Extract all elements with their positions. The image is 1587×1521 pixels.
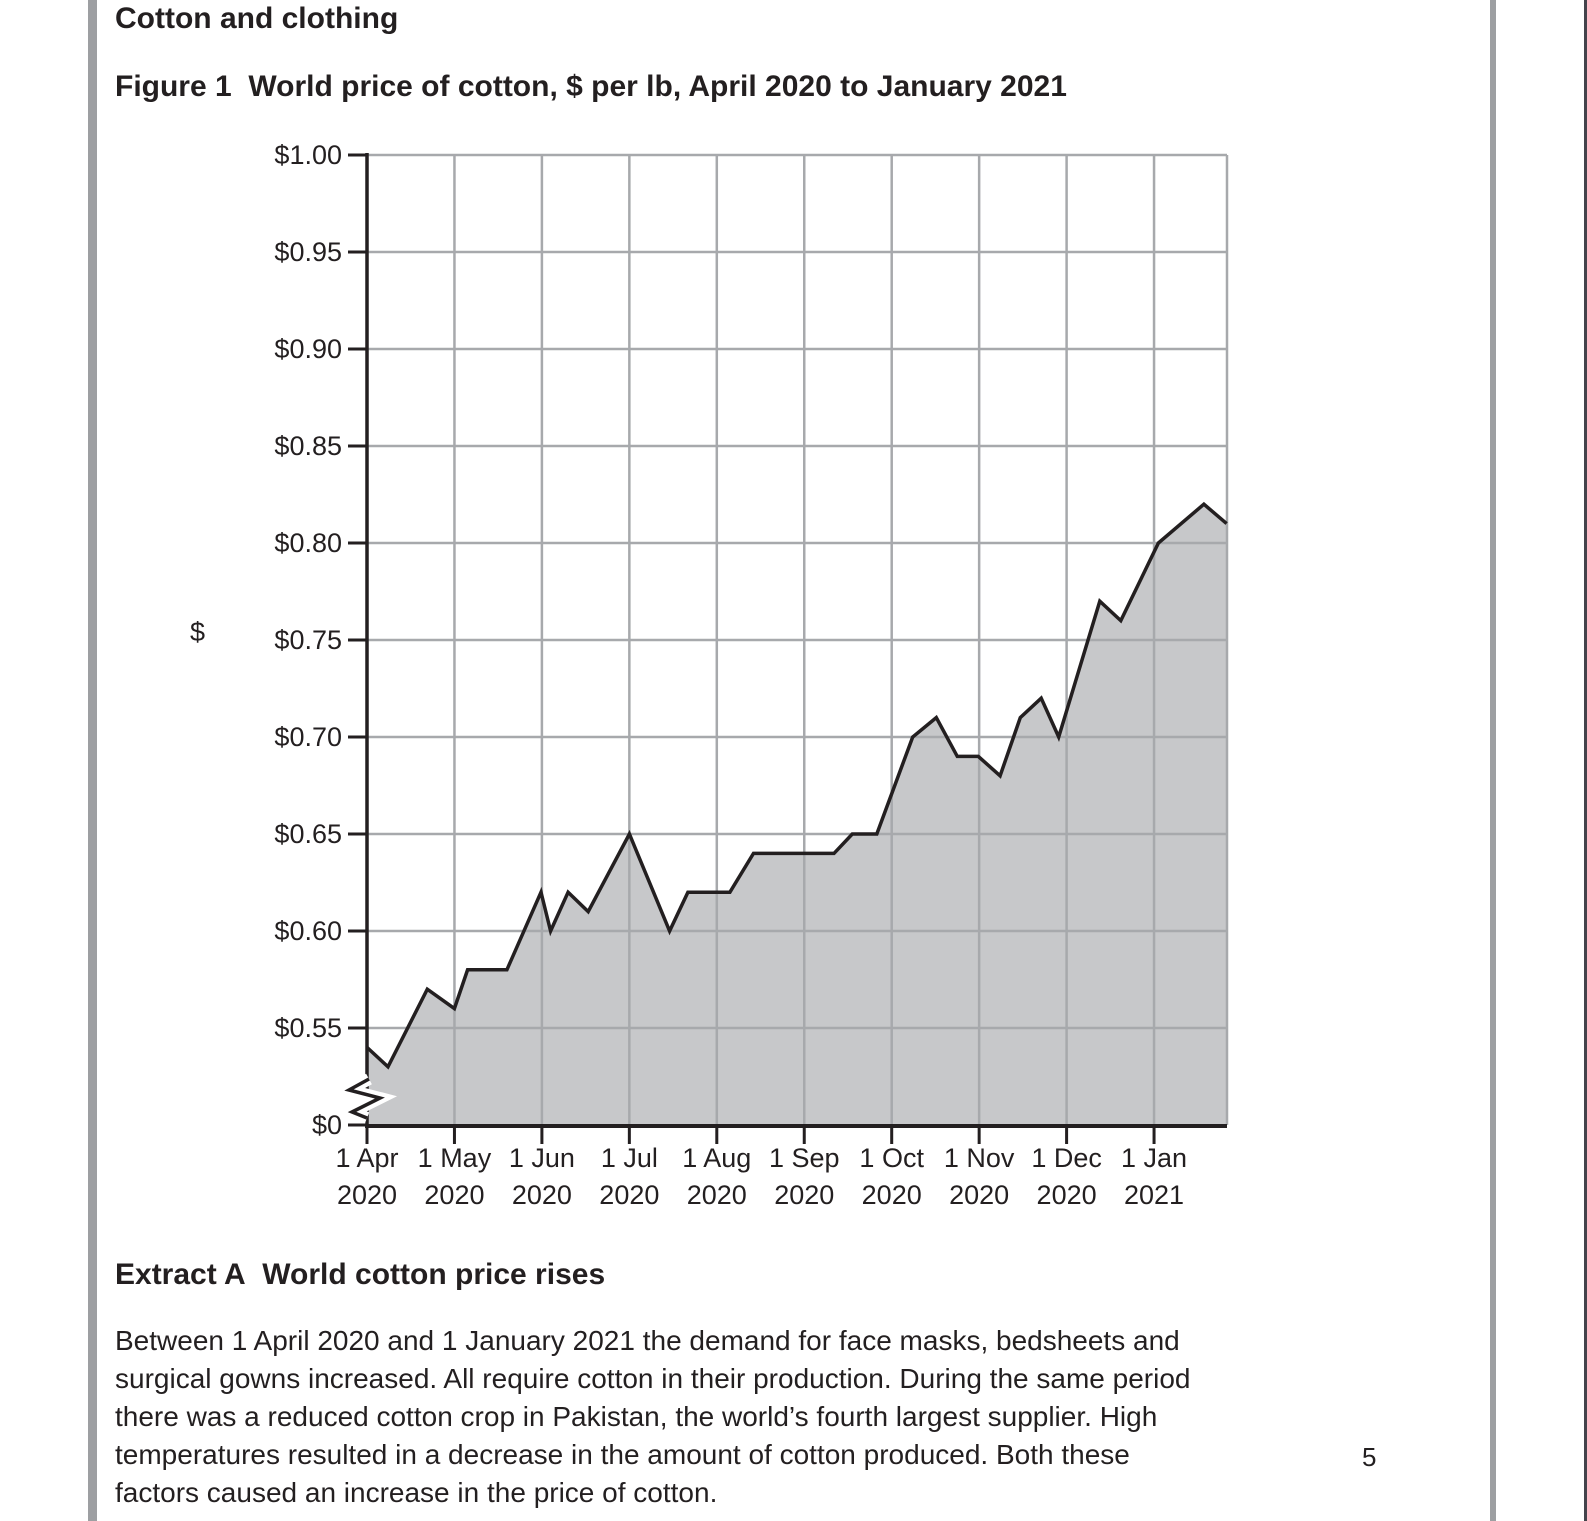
x-tick-label: 1 Jul 2020 (599, 1143, 660, 1210)
x-tick-label: 1 Apr 2020 (335, 1143, 399, 1210)
x-tick-label: 1 Dec 2020 (1031, 1143, 1102, 1210)
y-tick-label: $0.90 (274, 334, 342, 364)
y-tick-label: $0.75 (274, 625, 342, 655)
x-tick-label: 1 Oct 2020 (859, 1143, 924, 1210)
y-tick-label: $0.65 (274, 819, 342, 849)
extract-line: temperatures resulted in a decrease in the amount of cotton produced. Both these (115, 1439, 1130, 1470)
y-tick-label: $0.85 (274, 431, 342, 461)
x-tick-label: 1 Jan 2021 (1121, 1143, 1188, 1210)
page-left-border (88, 0, 97, 1521)
y-tick-label: $0.55 (274, 1013, 342, 1043)
x-tick-label: 1 Sep 2020 (768, 1143, 840, 1210)
area-fill-layer (367, 504, 1227, 1125)
page-title: Cotton and clothing (115, 2, 399, 35)
y-tick-label: $1.00 (274, 140, 342, 170)
extract-paragraph (115, 1322, 1190, 1512)
figure-caption: Figure 1 World price of cotton, $ per lb, April 2020 to January 2021 (115, 70, 1067, 103)
cotton-price-chart (150, 130, 1270, 1230)
x-tick-label: 1 Aug 2020 (682, 1143, 752, 1210)
y-tick-label: $0.95 (274, 237, 342, 267)
page-right-border (1490, 0, 1496, 1521)
page-number: 5 (1362, 1442, 1377, 1472)
extract-line: Between 1 April 2020 and 1 January 2021 the demand for face masks, bedsheets and (115, 1325, 1180, 1356)
x-tick-label: 1 Jun 2020 (508, 1143, 575, 1210)
y-axis-unit-label: $ (190, 617, 206, 647)
y-tick-label: $0.70 (274, 722, 342, 752)
extract-line: factors caused an increase in the price of cotton. (115, 1477, 718, 1508)
x-tick-label: 1 May 2020 (417, 1143, 492, 1210)
y-zero-label: $0 (311, 1110, 342, 1140)
y-tick-label: $0.80 (274, 528, 342, 558)
y-tick-label: $0.60 (274, 916, 342, 946)
x-tick-label: 1 Nov 2020 (943, 1143, 1015, 1210)
extract-line: surgical gowns increased. All require cotton in their production. During the same period (115, 1363, 1191, 1394)
extract-line: there was a reduced cotton crop in Pakistan, the world’s fourth largest supplier. High (115, 1401, 1158, 1432)
extract-heading: Extract A World cotton price rises (115, 1258, 606, 1291)
price-area-fill (367, 504, 1227, 1125)
